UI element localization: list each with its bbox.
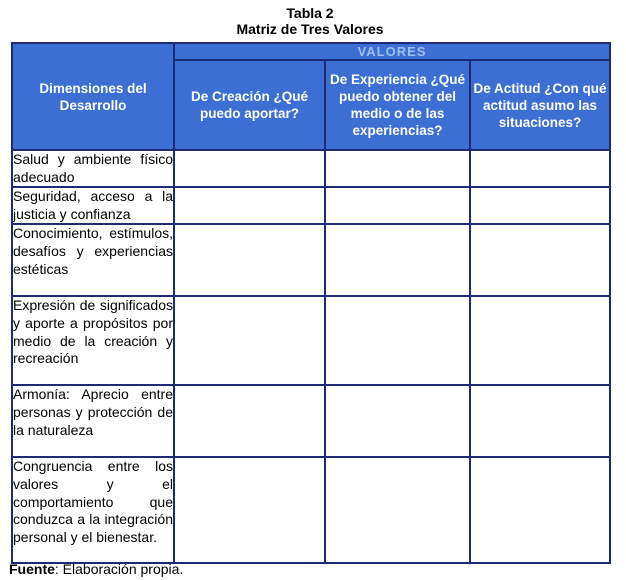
- value-cell: [174, 296, 325, 385]
- source-label: Fuente: [9, 561, 55, 577]
- value-cell: [174, 187, 325, 224]
- value-cell: [470, 457, 610, 563]
- table-row: [12, 187, 610, 224]
- experience-column-header: De Experiencia ¿Qué puedo obtener del medio o de las experiencias?: [325, 60, 470, 150]
- source-note: [9, 561, 183, 577]
- dimension-cell: Armonía: Aprecio entre personas y protección de la naturaleza: [12, 385, 174, 457]
- table-row: [12, 224, 610, 296]
- value-cell: [174, 224, 325, 296]
- dimension-cell: Expresión de significados y aporte a propósitos por medio de la creación y recreación: [12, 296, 174, 385]
- value-cell: [174, 150, 325, 187]
- values-matrix-table: [11, 42, 611, 564]
- source-text: : Elaboración propia.: [54, 561, 184, 577]
- value-cell: [470, 224, 610, 296]
- attitude-column-header: De Actitud ¿Con qué actitud asumo las situaciones?: [470, 60, 610, 150]
- table-row: [12, 385, 610, 457]
- value-cell: [325, 224, 470, 296]
- values-group-header: VALORES: [174, 43, 610, 60]
- dimension-cell: Congruencia entre los valores y el comportamiento que conduzca a la integración personal y el bienestar.: [12, 457, 174, 563]
- value-cell: [174, 385, 325, 457]
- value-cell: [470, 296, 610, 385]
- dimensions-column-header: Dimensiones del Desarrollo: [12, 43, 174, 150]
- dimension-cell: Salud y ambiente físico adecuado: [12, 150, 174, 187]
- table-row: [12, 457, 610, 563]
- dimension-cell: Conocimiento, estímulos, desafíos y experiencias estéticas: [12, 224, 174, 296]
- table-title: Matriz de Tres Valores: [236, 21, 384, 37]
- value-cell: [325, 150, 470, 187]
- value-cell: [470, 385, 610, 457]
- value-cell: [325, 385, 470, 457]
- dimension-cell: Seguridad, acceso a la justicia y confianza: [12, 187, 174, 224]
- value-cell: [470, 187, 610, 224]
- table-number: Tabla 2: [286, 5, 334, 21]
- value-cell: [470, 150, 610, 187]
- table-row: [12, 296, 610, 385]
- value-cell: [325, 457, 470, 563]
- value-cell: [174, 457, 325, 563]
- value-cell: [325, 187, 470, 224]
- value-cell: [325, 296, 470, 385]
- table-row: [12, 150, 610, 187]
- creation-column-header: De Creación ¿Qué puedo aportar?: [174, 60, 325, 150]
